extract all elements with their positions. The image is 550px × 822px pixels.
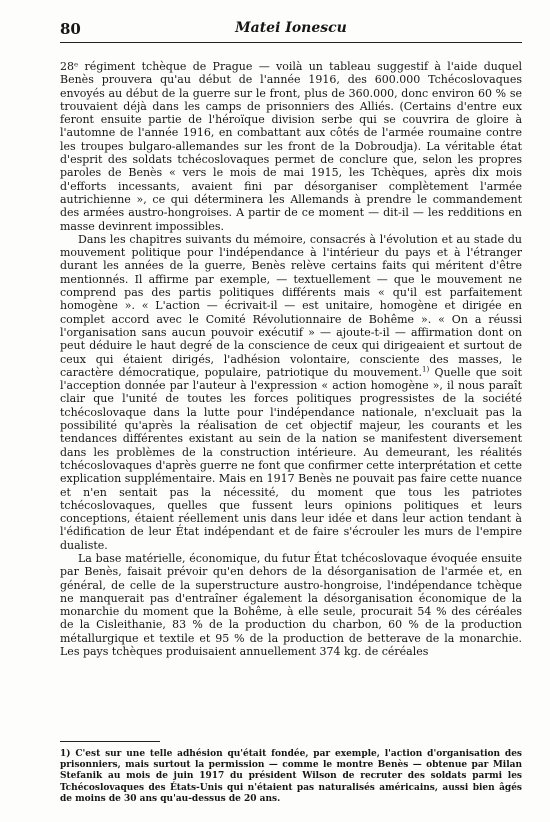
footnote-reference[interactable]: 1) xyxy=(421,365,430,374)
footnote-marker: 1) xyxy=(60,749,71,759)
footnote-divider xyxy=(60,741,160,742)
paragraph-2 xyxy=(60,233,522,552)
footnote-text: C'est sur une telle adhésion qu'était fondée, par exemple, l'action d'organisation des prisonniers, mais surtout la permission — comme le montre Benès — obtenue par Milan Stefanik au mois de juin 1917 du président Wilson de recruter des soldats parmi les Tchécoslovaques des États-Unis qui n'étaient pas naturalisés américains, aussi bien âgés de moins de 30 ans qu'au-dessus de 20 ans. xyxy=(60,749,522,804)
body-text xyxy=(60,60,522,658)
paragraph-1: 28ᵉ régiment tchèque de Prague — voilà un tableau suggestif à l'aide duquel Benès prouvera qu'au début de l'année 1916, des 600.000 Tchécoslovaques envoyés au début de la guerre sur le front, plus de 360.000, donc environ 60 % se trouvaient déjà dans les camps de prisonniers des Alliés. (Certains d'entre eux feront ensuite partie de l'héroïque division serbe qui se couvrira de gloire à l'automne de l'année 1916, en combattant aux côtés de l'armée roumaine contre les troupes bulgaro-allemandes sur les front de la Dobroudja). La véritable état d'esprit des soldats tchécoslovaques permet de conclure que, selon les propres paroles de Benès « vers le mois de mai 1915, les Tchèques, après dix mois d'efforts incessants, avaient fini par désorganiser complètement l'armée autrichienne », ce qui déterminera les Allemands à prendre le commandement des armées austro-hongroises. A partir de ce moment — dit-il — les redditions en masse devinrent impossibles. xyxy=(60,60,522,233)
paragraph-3: La base matérielle, économique, du futur État tchécoslovaque évoquée ensuite par Benès, faisait prévoir qu'en dehors de la désorganisation de l'armée et, en général, de celle de la superstructure austro-hongroise, l'indépendance tchèque ne manquerait pas d'entraîner également la désorganisation économique de la monarchie du moment que la Bohême, à elle seule, procurait 54 % des céréales de la Cisleithanie, 83 % de la production du charbon, 60 % de la production métallurgique et textile et 95 % de la production de betterave de la monarchie. Les pays tchèques produisaient annuellement 374 kg. de céréales xyxy=(60,551,522,659)
paragraph-2-continuation: Quelle que soit l'acception donnée par l'auteur à l'expression « action homogène », il nous paraît clair que l'unité de toutes les forces politiques progressistes de la société tchécoslovaque dans la lutte pour l'indépendance nationale, n'excluait pas la possibilité qu'après la réalisation de cet objectif majeur, les courants et les tendances différentes existant au sein de la nation se manifestent diversement dans les problèmes de la construction intérieure. Au demeurant, les réalités tchécoslovaques d'après guerre ne font que confirmer cette interprétation et cette explication supplémentaire. Mais en 1917 Benès ne pouvait pas faire cette nuance et n'en sentait pas la nécessité, du moment que tous les patriotes tchécoslovaques, quelles que fussent leurs opinions politiques et leurs conceptions, étaient réellement unis dans leur idée et dans leur action tendant à l'édification de leur État indépendant et de faire s'écrouler les murs de l'empire dualiste. xyxy=(60,365,522,552)
page-number: 80 xyxy=(60,20,81,38)
footnote xyxy=(60,749,522,805)
running-title: Matei Ionescu xyxy=(235,20,347,36)
paragraph-2-text: Dans les chapitres suivants du mémoire, consacrés à l'évolution et au stade du mouvement politique pour l'indépendance à l'intérieur du pays et à l'étranger durant les années de la guerre, Benès relève certains faits qui méritent d'être mentionnés. Il affirme par exemple, — textuellement — que le mouvement ne comprend pas des partis politiques différents mais « qu'il est parfaitement homogène ». « L'action — écrivait-il — est unitaire, homogène et dirigée en complet accord avec le Comité Révolutionnaire de Bohême ». « On a réussi l'organisation sans aucun pouvoir exécutif » — ajoute-t-il — affirmation dont on peut déduire le haut degré de la conscience de ceux qui dirigeaient et surtout de ceux qui étaient dirigés, l'adhésion volontaire, consciente des masses, le caractère démocratique, populaire, patriotique du mouvement. xyxy=(60,232,522,379)
page-header xyxy=(60,20,522,43)
